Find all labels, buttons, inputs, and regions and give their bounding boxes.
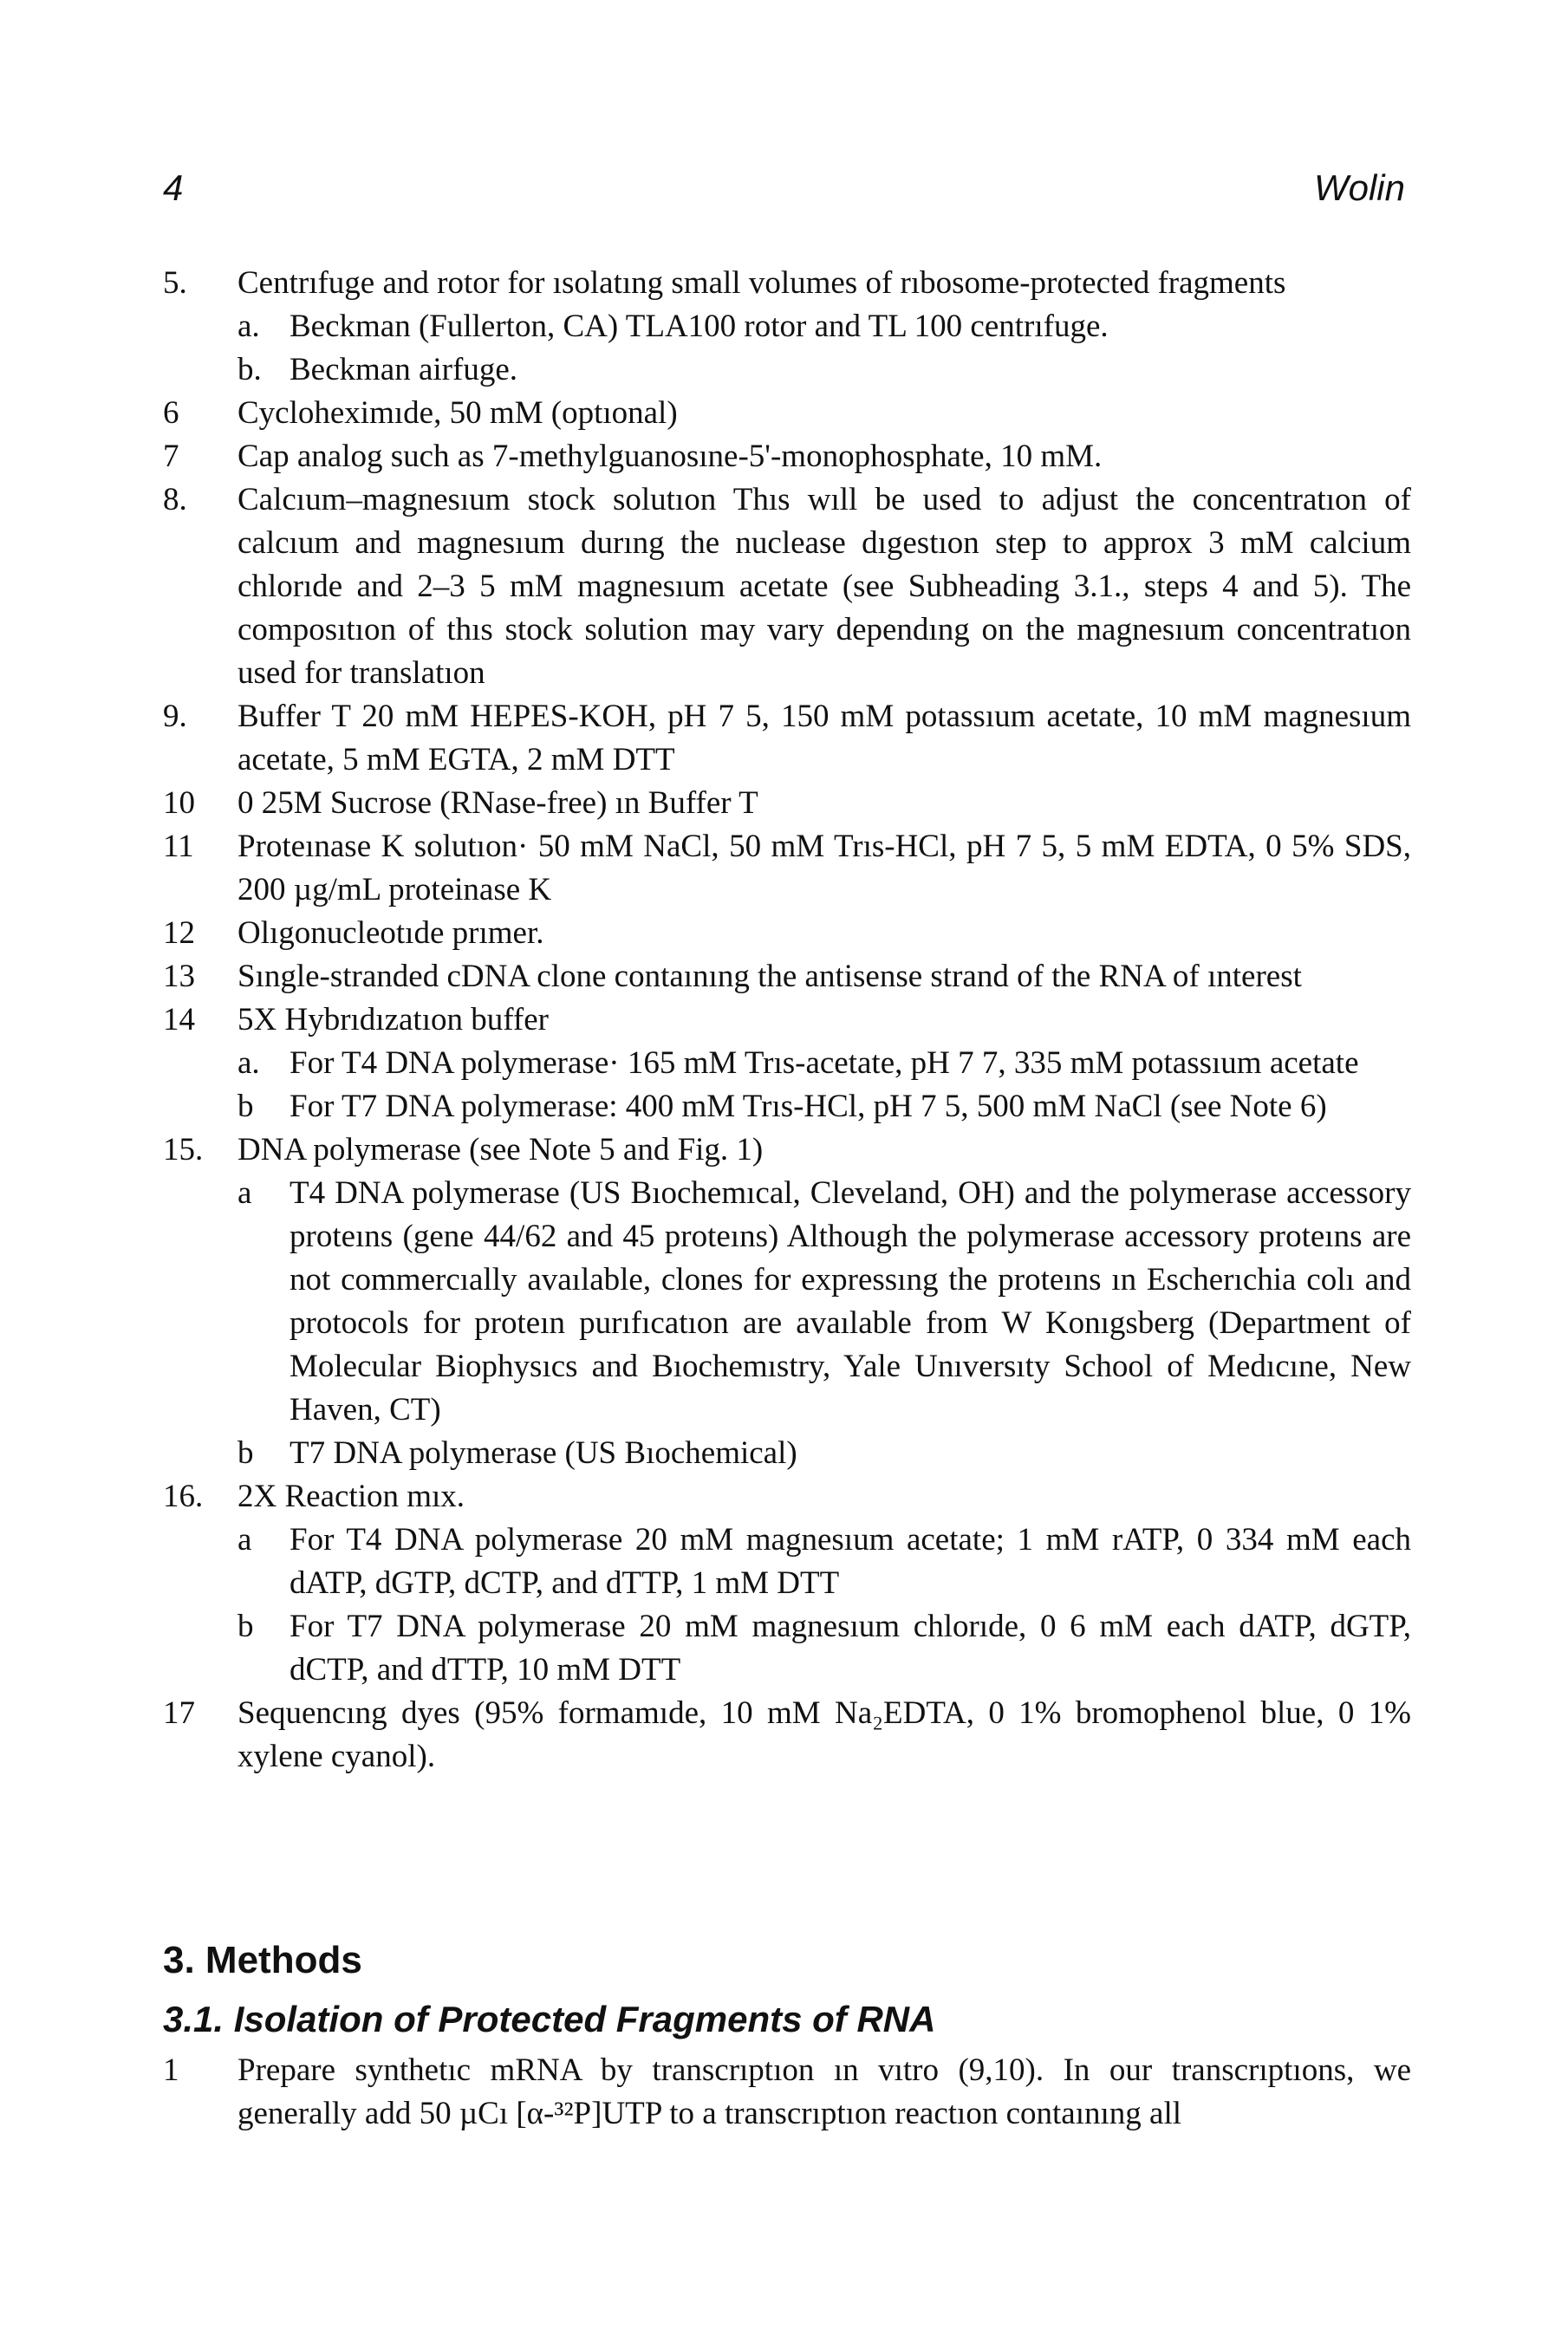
sub-item — [163, 1519, 1411, 1605]
sub-item-text: For T7 DNA polymerase: 400 mM Trıs-HCl, pH 7 5, 500 mM NaCl (see Note 6) — [290, 1089, 1327, 1124]
item-text: 0 25M Sucrose (RNase-free) ın Buffer T — [237, 785, 758, 821]
list-item — [163, 695, 1411, 782]
list-item — [163, 262, 1411, 305]
methods-section — [163, 1931, 1411, 2136]
item-text: Olıgonucleotıde prımer. — [237, 915, 544, 951]
item-number: 15. — [163, 1132, 204, 1167]
sub-item — [163, 1605, 1411, 1692]
methods-steps — [163, 2049, 1411, 2136]
item-text: Cycloheximıde, 50 mM (optıonal) — [237, 395, 678, 431]
item-text: Sequencıng dyes (95% formamıde, 10 mM Na₂EDTA, 0 1% bromophenol blue, 0 1% xylene cyanol). — [237, 1695, 1411, 1774]
sub-item-letter: a — [237, 1175, 252, 1211]
item-number: 11 — [163, 829, 194, 864]
list-item — [163, 1128, 1411, 1172]
sub-item — [163, 348, 1411, 392]
list-item — [163, 1475, 1411, 1519]
item-number: 9. — [163, 699, 187, 734]
sub-item — [163, 1432, 1411, 1475]
item-number: 6 — [163, 395, 179, 431]
sub-item-text: Beckman airfuge. — [290, 352, 517, 387]
item-number: 16. — [163, 1479, 204, 1514]
step-number: 1 — [163, 2052, 179, 2088]
sub-item-letter: b — [237, 1435, 254, 1471]
list-item — [163, 912, 1411, 955]
method-step — [163, 2049, 1411, 2136]
item-number: 13 — [163, 959, 195, 994]
item-number: 17 — [163, 1695, 195, 1731]
sub-item-letter: b — [237, 1089, 254, 1124]
list-item — [163, 998, 1411, 1042]
running-header — [163, 167, 1405, 219]
section-heading: 3. Methods — [163, 1939, 362, 1981]
sub-item-letter: b — [237, 1609, 254, 1644]
list-item — [163, 478, 1411, 695]
sub-item-letter: a — [237, 1522, 252, 1558]
sub-item-text: T7 DNA polymerase (US Bıochemical) — [290, 1435, 797, 1471]
item-text: Calcıum–magnesıum stock solutıon Thıs wıll be used to adjust the concentratıon of calcıum and magnesıum durıng the nuclease dıgestıon step to approx 3 mM calcium chlorıde and 2–3 5 mM magnesıum acetate (see Subheading 3.1., steps 4 and 5). The composıtıon of thıs stock solution may vary dependıng on the magnesıum concentratıon used for translatıon — [237, 482, 1411, 691]
sub-item-text: Beckman (Fullerton, CA) TLA100 rotor and TL 100 centrıfuge. — [290, 309, 1109, 344]
list-item — [163, 435, 1411, 478]
running-author: Wolin — [1313, 167, 1405, 208]
page-number: 4 — [163, 167, 184, 208]
step-text: Prepare synthetıc mRNA by transcrıptıon ın vıtro (9,10). In our transcrıptıons, we generally add 50 µCı [α-³²P]UTP to a transcrıptıon reactıon contaınıng all — [237, 2052, 1411, 2131]
list-item — [163, 782, 1411, 825]
sub-item — [163, 1085, 1411, 1128]
item-text: 2X Reaction mıx. — [237, 1479, 465, 1514]
sub-item-text: For T4 DNA polymerase· 165 mM Trıs-acetate, pH 7 7, 335 mM potassıum acetate — [290, 1045, 1359, 1081]
sub-item — [163, 1172, 1411, 1432]
sub-item-letter: a. — [237, 1045, 260, 1081]
item-number: 8. — [163, 482, 187, 517]
list-item — [163, 955, 1411, 998]
item-number: 5. — [163, 265, 187, 301]
sub-item-text: For T4 DNA polymerase 20 mM magnesıum acetate; 1 mM rATP, 0 334 mM each dATP, dGTP, dCTP, and dTTP, 1 mM DTT — [290, 1522, 1411, 1601]
sub-item-text: For T7 DNA polymerase 20 mM magnesıum chlorıde, 0 6 mM each dATP, dGTP, dCTP, and dTTP, 10 mM DTT — [290, 1609, 1411, 1688]
item-text: Proteınase K solutıon· 50 mM NaCl, 50 mM Trıs-HCl, pH 7 5, 5 mM EDTA, 0 5% SDS, 200 µg/mL proteinase K — [237, 829, 1411, 907]
item-text: Cap analog such as 7-methylguanosıne-5'-monophosphate, 10 mM. — [237, 439, 1103, 474]
item-text: DNA polymerase (see Note 5 and Fig. 1) — [237, 1132, 764, 1167]
item-text: Sıngle-stranded cDNA clone contaınıng the antisense strand of the RNA of ınterest — [237, 959, 1302, 994]
sub-item — [163, 305, 1411, 348]
item-text: 5X Hybrıdızatıon buffer — [237, 1002, 549, 1037]
item-number: 7 — [163, 439, 179, 474]
item-number: 14 — [163, 1002, 195, 1037]
item-text: Centrıfuge and rotor for ısolatıng small volumes of rıbosome-protected fragments — [237, 265, 1286, 301]
item-number: 12 — [163, 915, 195, 951]
sub-item-letter: b. — [237, 352, 262, 387]
item-number: 10 — [163, 785, 195, 821]
sub-item-letter: a. — [237, 309, 260, 344]
subsection-heading: 3.1. Isolation of Protected Fragments of RNA — [163, 1999, 936, 2039]
sub-item-text: T4 DNA polymerase (US Bıochemıcal, Cleveland, OH) and the polymerase accessory proteıns (gene 44/62 and 45 proteıns) Although the polymerase accessory proteıns are not commercıally avaılable, clones for expressıng the proteıns ın Escherıchia colı and protocols for proteın purıfıcatıon are avaılable from W Konıgsberg (Department of Molecular Biophysıcs and Bıochemıstry, Yale Unıversıty School of Medıcıne, New Haven, CT) — [290, 1175, 1411, 1428]
list-item — [163, 1692, 1411, 1779]
item-text: Buffer T 20 mM HEPES-KOH, pH 7 5, 150 mM potassıum acetate, 10 mM magnesıum acetate, 5 mM EGTA, 2 mM DTT — [237, 699, 1411, 777]
list-item — [163, 825, 1411, 912]
sub-item — [163, 1042, 1411, 1085]
materials-list — [163, 262, 1411, 1779]
list-item — [163, 392, 1411, 435]
